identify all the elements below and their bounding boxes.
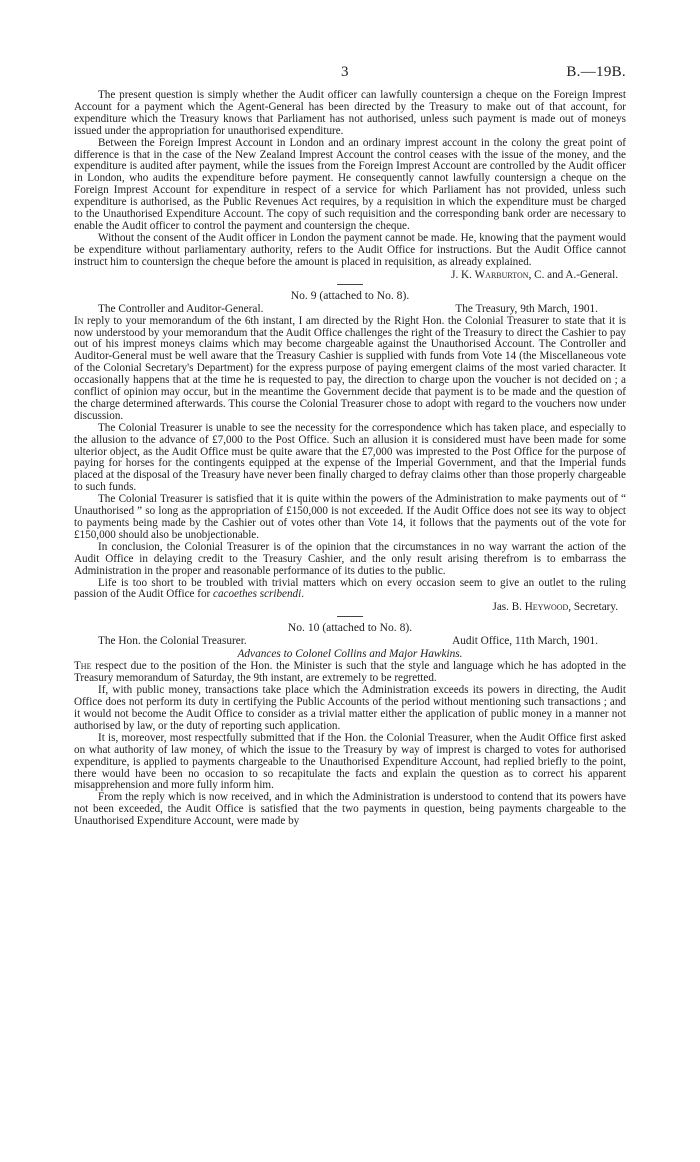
signature-title: , Secretary. — [568, 601, 618, 614]
signature-initials: J. K. — [451, 268, 475, 281]
memo-address-line — [74, 635, 626, 648]
memo-sender-date: Audit Office, 11th March, 1901. — [452, 635, 598, 648]
drop-word: The — [74, 660, 92, 673]
signature-name: Heywood — [524, 601, 569, 614]
paragraph-end: . — [301, 588, 304, 601]
paragraph: The present question is simply whether the Audit officer can lawfully countersign a cheque on the Foreign Imprest Account for a payment which the Agent-General has been directed by the Treasury to make out of that account, for expenditure which the Treasury knows that Parliament has not authorised, unless such payment is made out of moneys issued under the appropriation for unauthorised expenditure. — [74, 89, 626, 137]
document-reference: B.—19B. — [566, 64, 626, 80]
signature-title: , C. and A.-General. — [528, 268, 618, 281]
page-header — [74, 60, 626, 90]
paragraph: Without the consent of the Audit officer in London the payment cannot be made. He, knowing that the payment would be expenditure without parliamentary authority, refers to the Audit Office for instructions. But the Audit Office cannot instruct him to countersign the cheque before the amount is placed in requisition, as already explained. — [74, 231, 626, 268]
section-divider — [337, 284, 363, 285]
memo-sender-date: The Treasury, 9th March, 1901. — [455, 302, 598, 315]
memo-recipient: The Controller and Auditor-General. — [98, 302, 264, 315]
paragraph — [74, 578, 626, 602]
paragraph: It is, moreover, most respectfully submitted that if the Hon. the Colonial Treasurer, when the Audit Office first asked on what authority of law money, of which the issue to the Treasury by way of imprest is charged to votes for authorised expenditure, is applied to payments chargeable to the Unauthorised Expenditure Account, had replied briefly to the point, there would have been no occasion to so recapitulate the facts and explain the question as to correct his apparent misapprehension and more fully inform him. — [74, 731, 626, 792]
paragraph: The Colonial Treasurer is unable to see the necessity for the correspondence which has taken place, and especially to the allusion to the advance of £7,000 to the Post Office. Such an allusion it is considered must have been made for some ulterior object, as the Audit Office must be quite aware that the £7,000 was imprested to the Post Office for the purpose of paying for horses for the contingents equipped at the expense of the Imperial Government, and that the Imperial funds placed at the disposal of the Treasury have never been finally charged to defray claims other than those properly chargeable to such funds. — [74, 421, 626, 494]
latin-phrase: cacoethes scribendi — [213, 588, 302, 601]
paragraph: In conclusion, the Colonial Treasurer is of the opinion that the circumstances in no way warrant the action of the Audit Office in delaying credit to the Treasury Cashier, and the only result arising therefrom is to embarrass the Administration in the proper and reasonable performance of its duties to the public. — [74, 540, 626, 577]
signature-initials: Jas. B. — [492, 601, 525, 614]
paragraph — [74, 316, 626, 423]
paragraph-text: reply to your memorandum of the 6th instant, I am directed by the Right Hon. the Colonial Treasurer to state that it is now understood by your memorandum that the Audit Office challenges the right of the Treasury to direct the Cashier to pay out of his imprest moneys claims which may become chargeable against the Unauthorised Account. The Controller and Auditor-General must be well aware that the Treasury Cashier is supplied with funds from Vote 14 (the Miscellaneous vote of the Colonial Secretary's Department) for the express purpose of paying emergent claims of the most varied character. It occasionally happens that at the time he is requested to pay, the direction to charge upon the voucher is not decided on ; a conflict of opinion may occur, but in the meantime the Government decide that payment is to be made and the question of the charge determined afterwards. This course the Colonial Treasurer chose to adopt with regard to the vouchers now under discussion. — [74, 314, 626, 422]
paragraph — [74, 661, 626, 685]
paragraph: From the reply which is now received, and in which the Administration is understood to contend that its powers have not been exceeded, the Audit Office is satisfied that the two payments in question, being payments chargeable to the Unauthorised Expenditure Account, were made by — [74, 791, 626, 828]
paragraph: Between the Foreign Imprest Account in London and an ordinary imprest account in the colony the great point of difference is that in the case of the New Zealand Imprest Account the control ceases with the issue of the money, and the expenditure is audited after payment, while the issues from the Foreign Imprest Account are controlled by the Audit officer in London, who audits the expenditure before payment. He consequently cannot lawfully countersign a cheque on the Foreign Imprest Account for expenditure in respect of a service for which Parliament has not provided, unless such expenditure is authorised, as the Public Revenues Act requires, by a requisition in which the expenditure must be charged to the Unauthorised Expenditure Account. The copy of such requisition and the corresponding bank order are necessary to enable the Audit officer to control the payment and countersign the cheque. — [74, 136, 626, 232]
page-number: 3 — [341, 64, 349, 80]
paragraph: If, with public money, transactions take place which the Administration exceeds its powers in directing, the Audit Office does not perform its duty in certifying the Public Accounts of the period without mentioning such transactions ; and it would not become the Audit Office to consider as a trivial matter either the application of public money in a manner not authorised by law, or the duty of reporting such application. — [74, 684, 626, 732]
memo-subject: Advances to Colonel Collins and Major Hawkins. — [237, 648, 463, 661]
memo-address-line — [74, 303, 626, 316]
paragraph: The Colonial Treasurer is satisfied that it is quite within the powers of the Administration to make payments out of “ Unauthorised ” so long as the appropriation of £150,000 is not exceeded. If the Audit Office does not see its way to object to payments being made by the Cashier out of votes other than Vote 14, it follows that the payments out of the vote for £150,000 should also be unobjectionable. — [74, 493, 626, 541]
signature-warburton — [74, 269, 626, 281]
signature-heywood — [74, 601, 626, 613]
document-page — [74, 60, 626, 828]
section-divider — [337, 616, 363, 617]
paragraph-text: respect due to the position of the Hon. the Minister is such that the style and language which he has adopted in the Treasury memorandum of Saturday, the 9th instant, are extremely to be regretted. — [74, 660, 626, 685]
memo-heading: No. 9 (attached to No. 8). — [290, 288, 410, 302]
drop-word: In — [74, 314, 84, 327]
memo-recipient: The Hon. the Colonial Treasurer. — [98, 635, 247, 648]
signature-name: Warburton — [474, 268, 529, 281]
memo-heading: No. 10 (attached to No. 8). — [287, 621, 413, 635]
paragraph-text: Life is too short to be troubled with trivial matters which on every occasion seem to give an outlet to the ruling passion of the Audit Office for — [74, 576, 626, 601]
